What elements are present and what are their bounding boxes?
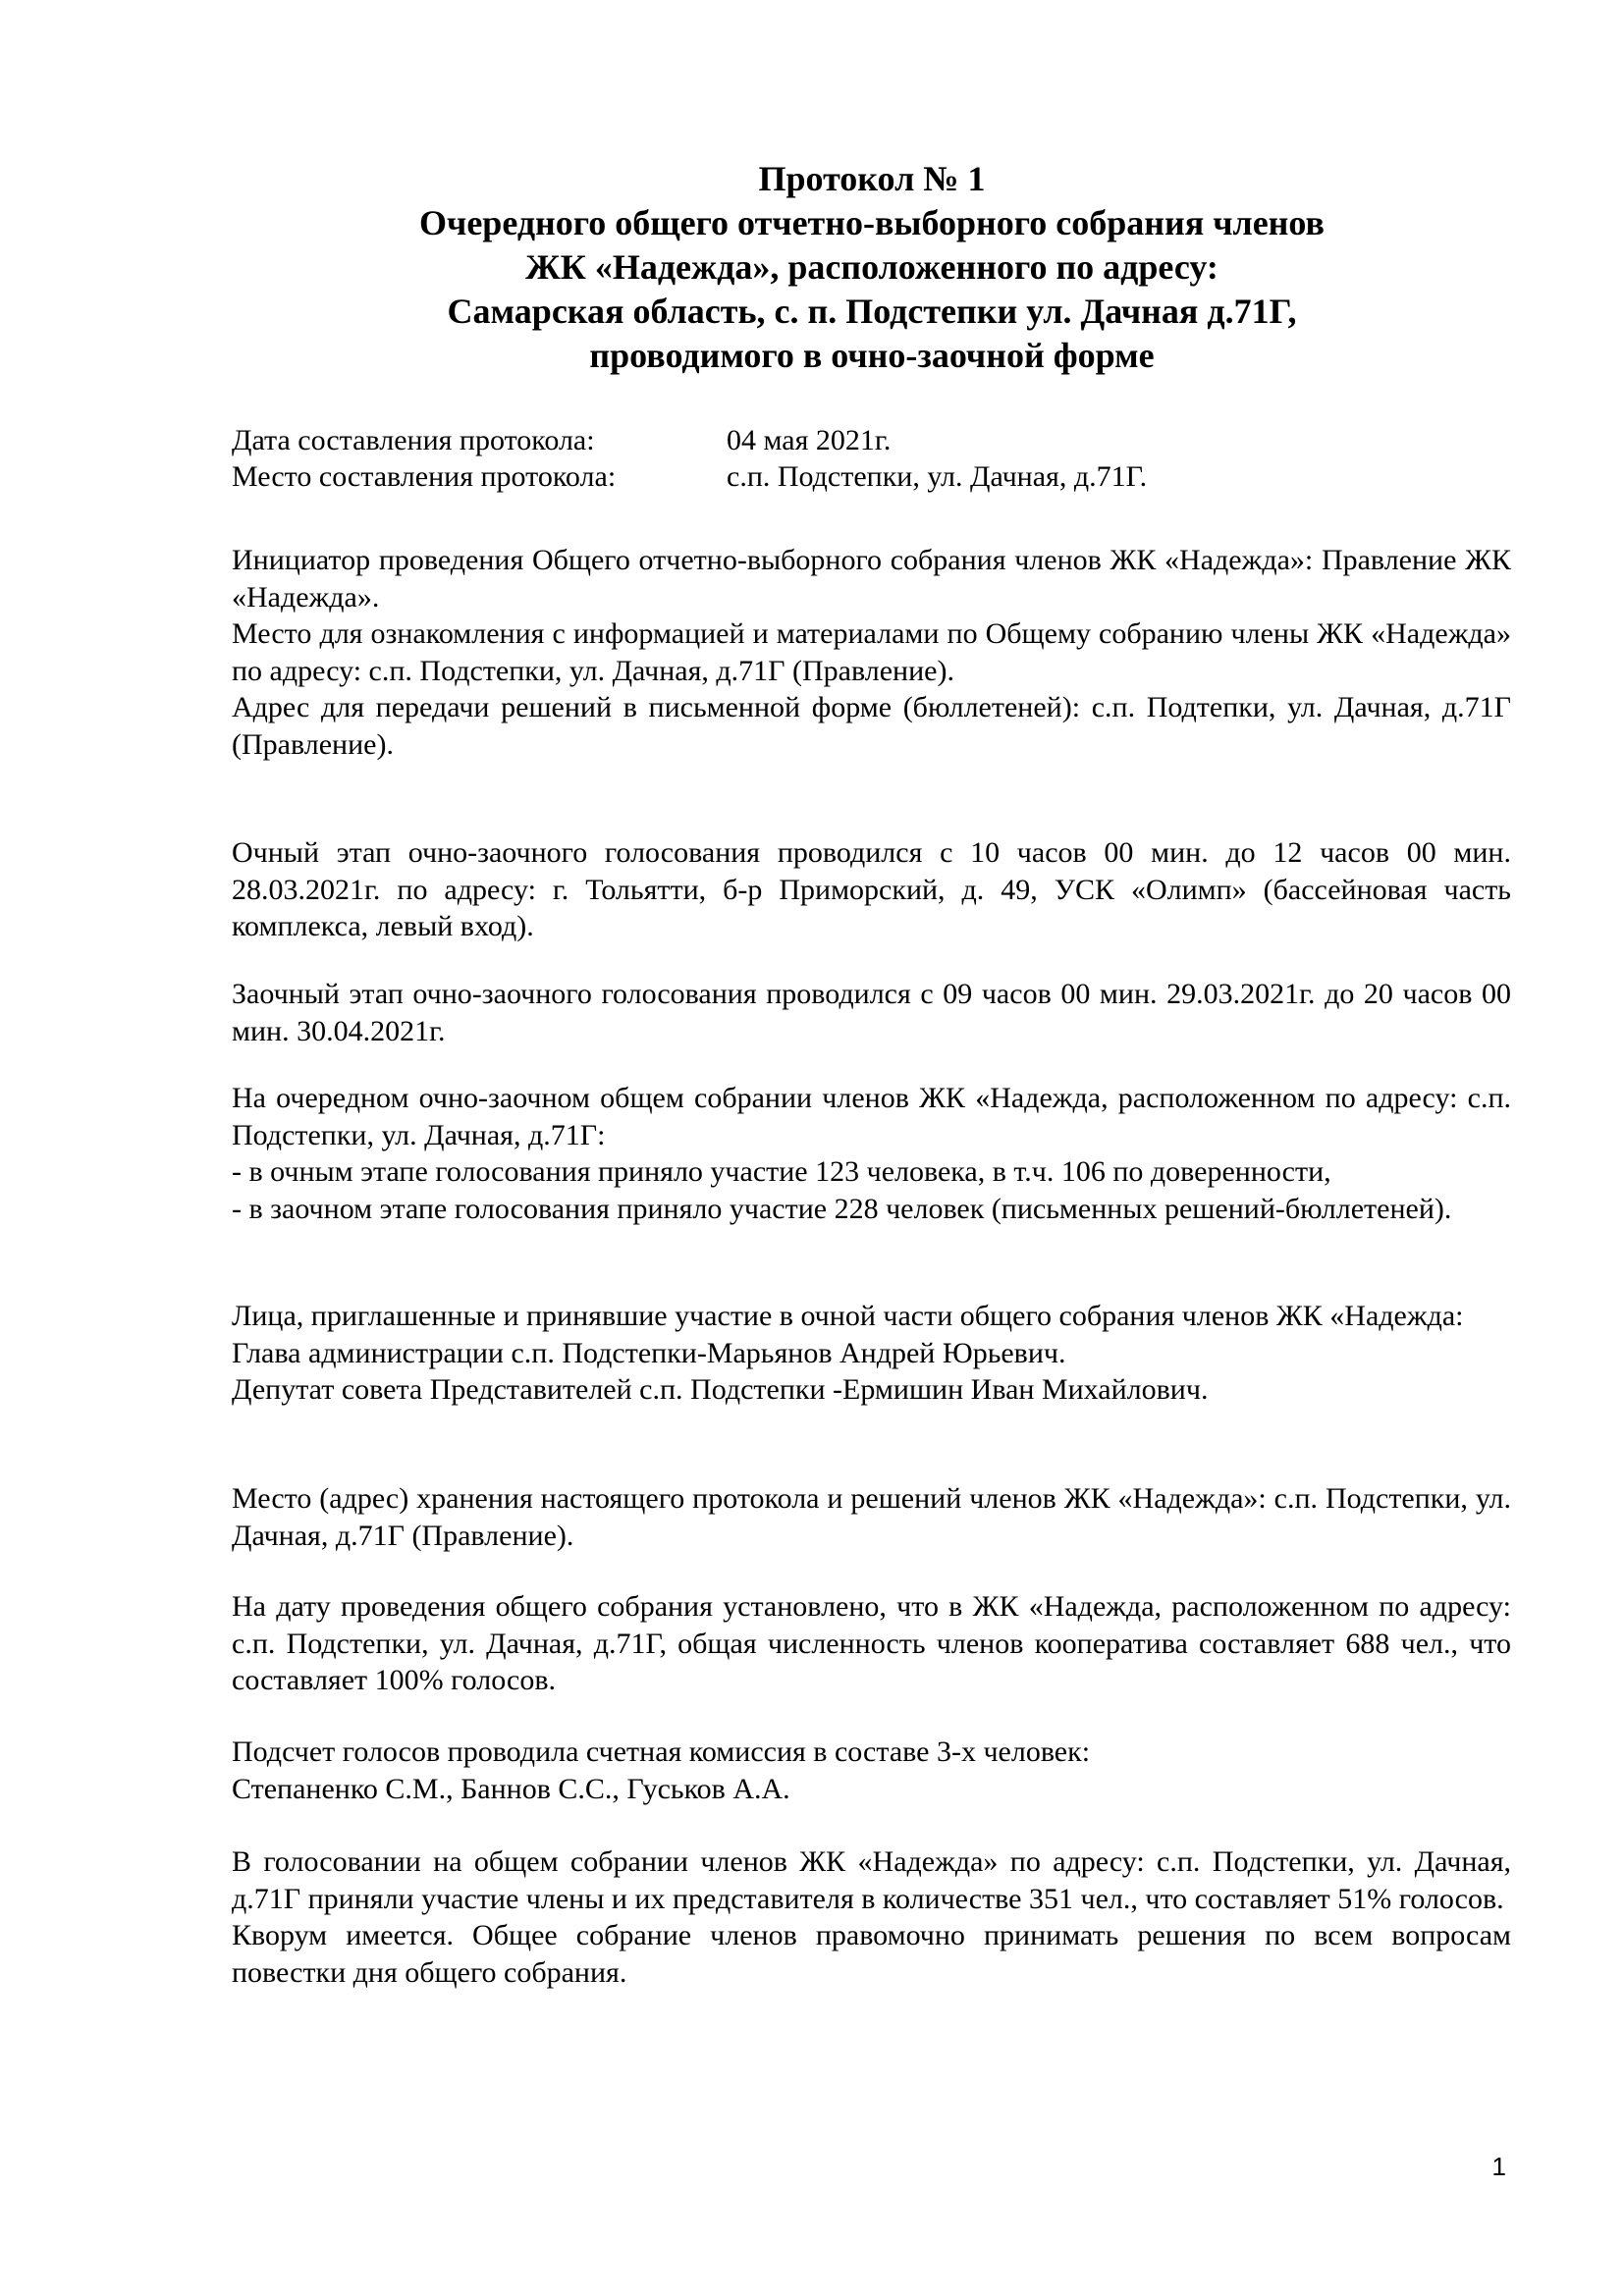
- participation-section: [232, 1080, 1511, 1227]
- address-line: Самарская область, с. п. Подстепки ул. Дачная д.71Г,: [447, 292, 1297, 331]
- cooperative-line: ЖК «Надежда», расположенного по адресу:: [525, 247, 1218, 287]
- membership-paragraph: На дату проведения общего собрания установлено, что в ЖК «Надежда, расположенном по адресу: с.п. Подстепки, ул. Дачная, д.71Г, общая численность членов кооператива составляет 688 чел., что составляет 100% голосов.: [232, 1590, 1511, 1696]
- quorum-paragraph: Кворум имеется. Общее собрание членов правомочно принимать решения по всем вопросам повестки дня общего собрания.: [232, 1919, 1511, 1989]
- counting-intro: Подсчет голосов проводила счетная комиссия в составе 3-х человек:: [232, 1735, 1091, 1768]
- membership-section: [232, 1588, 1511, 1699]
- guest-item: Депутат совета Представителей с.п. Подстепки -Ермишин Иван Михайлович.: [232, 1373, 1209, 1406]
- place-label: Место составления протокола:: [232, 460, 617, 493]
- storage-section: [232, 1480, 1511, 1554]
- decisions-address-paragraph: Адрес для передачи решений в письменной форме (бюллетеней): с.п. Подтепки, ул. Дачная, д.71Г (Правление).: [232, 691, 1511, 761]
- initiator-section: [232, 542, 1511, 763]
- guests-section: [232, 1298, 1511, 1409]
- counting-commission-section: [232, 1734, 1511, 1807]
- protocol-meta: [232, 422, 1147, 495]
- in-person-stage-section: [232, 834, 1511, 945]
- materials-paragraph: Место для ознакомления с информацией и материалами по Общему собранию члены ЖК «Надежда» по адресу: с.п. Подстепки, ул. Дачная, д.71Г (Правление).: [232, 617, 1511, 687]
- correspondence-stage-paragraph: Заочный этап очно-заочного голосования проводился с 09 часов 00 мин. 29.03.2021г. до 20 часов 00 мин. 30.04.2021г.: [232, 978, 1511, 1047]
- quorum-section: [232, 1843, 1511, 1991]
- protocol-title: Протокол № 1: [758, 159, 986, 198]
- date-label: Дата составления протокола:: [232, 424, 595, 456]
- meeting-type-line: Очередного общего отчетно-выборного собрания членов: [419, 203, 1325, 242]
- participation-in-person: - в очным этапе голосования приняло участие 123 человека, в т.ч. 106 по доверенности,: [232, 1155, 1331, 1188]
- storage-paragraph: Место (адрес) хранения настоящего протокола и решений членов ЖК «Надежда»: с.п. Подстепки, ул. Дачная, д.71Г (Правление).: [232, 1482, 1511, 1552]
- turnout-paragraph: В голосовании на общем собрании членов ЖК «Надежда» по адресу: с.п. Подстепки, ул. Дачная, д.71Г приняли участие члены и их представителя в количестве 351 чел., что составляет 51% голосов.: [232, 1845, 1511, 1915]
- place-value: с.п. Подстепки, ул. Дачная, д.71Г.: [727, 460, 1148, 493]
- guests-intro: Лица, приглашенные и принявшие участие в очной части общего собрания членов ЖК «Надежда:: [232, 1300, 1464, 1332]
- participation-correspondence: - в заочном этапе голосования приняло участие 228 человек (письменных решений-бюллетеней).: [232, 1192, 1452, 1225]
- date-row: [232, 422, 1147, 458]
- document-header: [236, 157, 1508, 378]
- date-value: 04 мая 2021г.: [727, 424, 892, 456]
- counting-members: Степаненко С.М., Баннов С.С., Гуськов А.А.: [232, 1772, 790, 1805]
- participation-intro: На очередном очно-заочном общем собрании членов ЖК «Надежда, расположенном по адресу: с.п. Подстепки, ул. Дачная, д.71Г:: [232, 1082, 1511, 1151]
- form-line: проводимого в очно-заочной форме: [589, 336, 1155, 375]
- initiator-paragraph: Инициатор проведения Общего отчетно-выборного собрания членов ЖК «Надежда»: Правление ЖК «Надежда».: [232, 544, 1511, 614]
- place-row: [232, 458, 1147, 495]
- guest-item: Глава администрации с.п. Подстепки-Марьянов Андрей Юрьевич.: [232, 1336, 1066, 1369]
- page-number: 1: [1491, 2152, 1506, 2181]
- in-person-stage-paragraph: Очный этап очно-заочного голосования проводился с 10 часов 00 мин. до 12 часов 00 мин. 28.03.2021г. по адресу: г. Тольятти, б-р Приморский, д. 49, УСК «Олимп» (бассейновая часть комплекса, левый вход).: [232, 836, 1511, 942]
- correspondence-stage-section: [232, 976, 1511, 1049]
